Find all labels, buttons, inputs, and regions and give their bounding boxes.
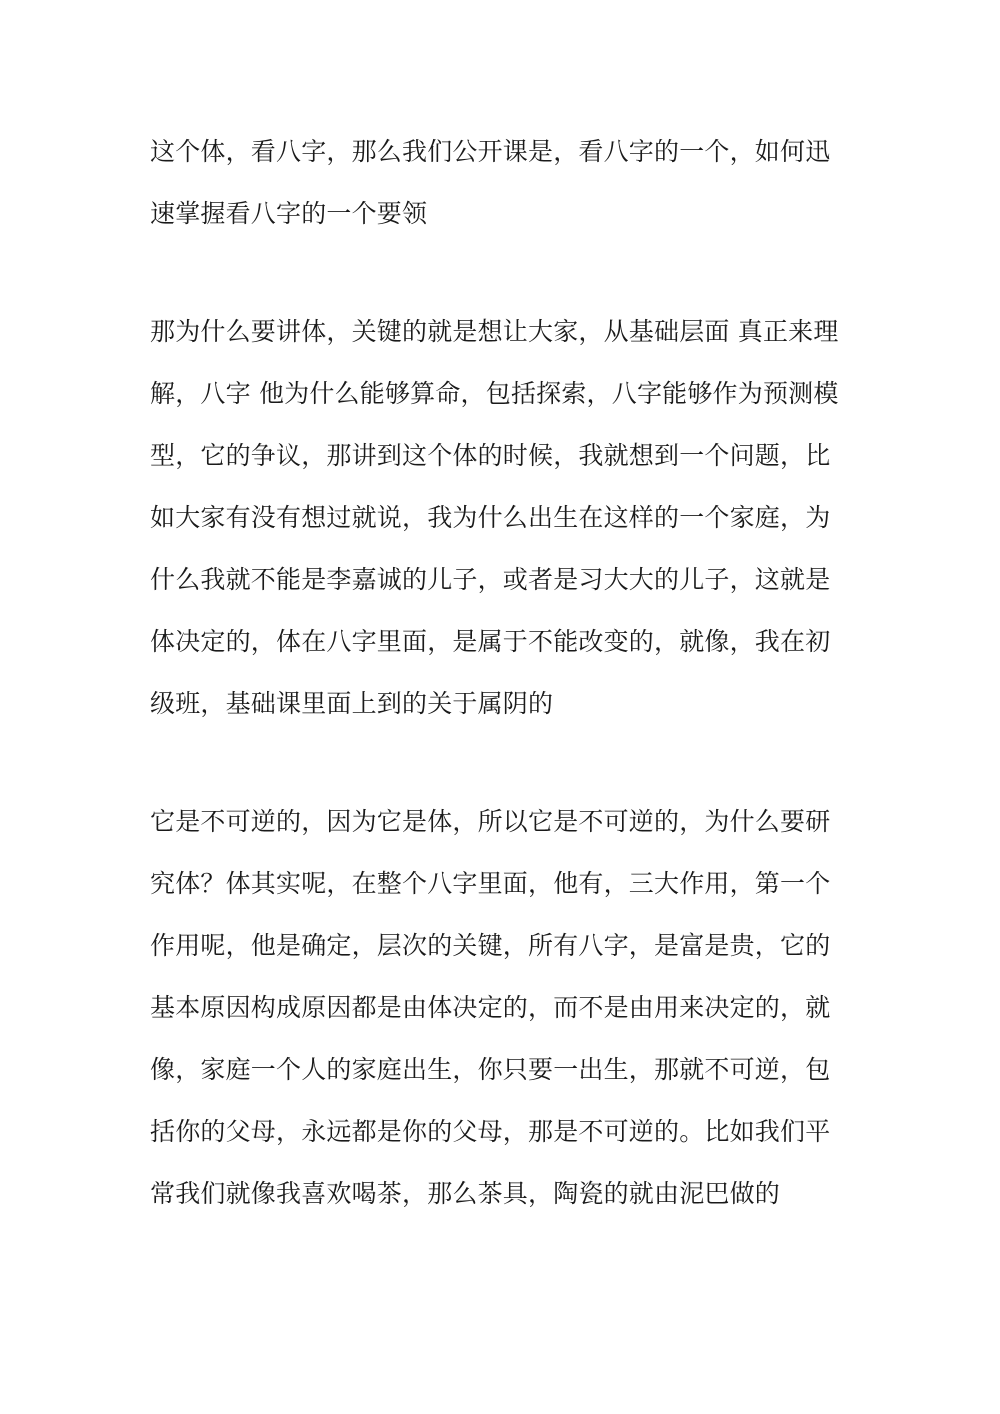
- text-line: 那为什么要讲体，关键的就是想让大家，从基础层面 真正来理: [150, 317, 839, 346]
- text-line: 速掌握看八字的一个要领: [150, 199, 428, 228]
- text-line: 作用呢，他是确定，层次的关键，所有八字，是富是贵，它的: [150, 931, 831, 960]
- text-line: 究体？体其实呢，在整个八字里面，他有，三大作用，第一个: [150, 869, 831, 898]
- text-line: 像，家庭一个人的家庭出生，你只要一出生，那就不可逆，包: [150, 1055, 831, 1084]
- text-line: 如大家有没有想过就说，我为什么出生在这样的一个家庭，为: [150, 503, 831, 532]
- text-line: 型，它的争议，那讲到这个体的时候，我就想到一个问题，比: [150, 441, 831, 470]
- text-line: 解，八字 他为什么能够算命，包括探索，八字能够作为预测模: [150, 379, 839, 408]
- text-line: 基本原因构成原因都是由体决定的，而不是由用来决定的，就: [150, 993, 831, 1022]
- text-line: 它是不可逆的，因为它是体，所以它是不可逆的，为什么要研: [150, 807, 831, 836]
- text-line: 常我们就像我喜欢喝茶，那么茶具，陶瓷的就由泥巴做的: [150, 1179, 781, 1208]
- text-line: 体决定的，体在八字里面，是属于不能改变的，就像，我在初: [150, 627, 831, 656]
- text-line: 括你的父母，永远都是你的父母，那是不可逆的。比如我们平: [150, 1117, 831, 1146]
- text-line: 这个体，看八字，那么我们公开课是，看八字的一个，如何迅: [150, 137, 831, 166]
- text-line: 级班，基础课里面上到的关于属阴的: [150, 689, 554, 718]
- text-line: 什么我就不能是李嘉诚的儿子，或者是习大大的儿子，这就是: [150, 565, 831, 594]
